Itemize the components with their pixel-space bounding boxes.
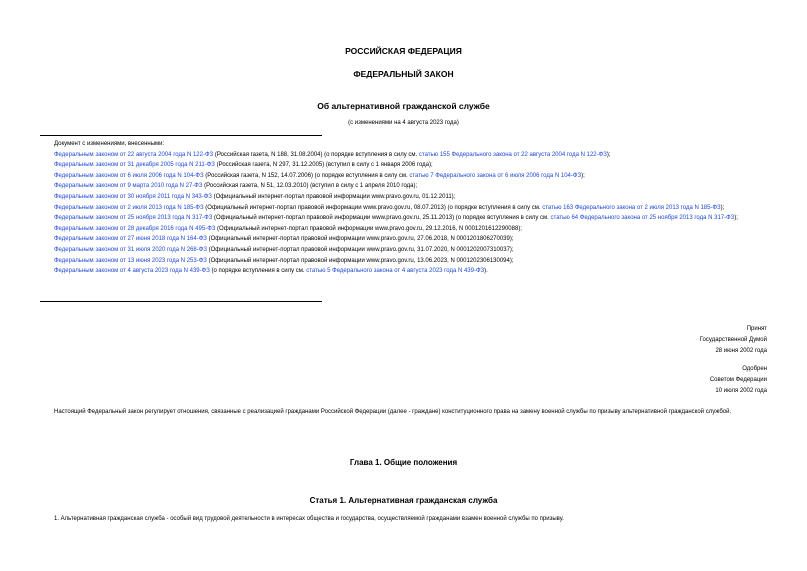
effective-date-link[interactable]: статью 5 Федерального закона от 4 августа 2023 года N 439-ФЗ [306, 268, 485, 275]
amendment-link[interactable]: Федеральным законом от 13 июня 2023 года N 253-ФЗ [54, 257, 207, 264]
change-item [40, 213, 772, 224]
changes-block [40, 139, 772, 277]
changes-intro: Документ с изменениями, внесенными: [54, 141, 165, 147]
amendment-source: (Российская газета, N 188, 31.08.2004) (о порядке вступления в силу см. [213, 151, 419, 158]
change-item [40, 203, 772, 214]
changes-list [40, 150, 772, 277]
approved-block [710, 364, 767, 398]
amendment-source: (Официальный интернет-портал правовой информации www.pravo.gov.ru, 29.12.2016, N 0001201612290088); [215, 225, 522, 232]
amendment-tail: ); [581, 172, 585, 179]
approved-line2: Советом Федерации [709, 377, 767, 384]
amendment-source: (Официальный интернет-портал правовой информации www.pravo.gov.ru, 08.07.2013) (о порядке вступления в силу см. [203, 204, 543, 211]
amendment-source: (Российская газета, N 152, 14.07.2006) (о порядке вступления в силу см. [203, 172, 410, 179]
document-title: Об альтернативной гражданской службе [317, 101, 490, 111]
change-item [40, 245, 772, 256]
change-item [40, 192, 772, 203]
change-item [40, 266, 772, 277]
amendment-tail: ); [720, 204, 725, 211]
accepted-line2: Государственной Думой [699, 337, 767, 344]
amendment-source: (Российская газета, N 51, 12.03.2010) (вступил в силу с 1 апреля 2010 года); [202, 183, 418, 190]
effective-date-link[interactable]: статью 163 Федерального закона от 2 июля 2013 года N 185-ФЗ [542, 204, 721, 211]
effective-date-link[interactable]: статью 155 Федерального закона от 22 августа 2004 года N 122-ФЗ [418, 151, 607, 158]
approved-line1: Одобрен [742, 366, 767, 372]
amendment-source: (Официальный интернет-портал правовой информации www.pravo.gov.ru, 13.06.2023, N 0001202306130094); [206, 257, 514, 264]
amendment-tail: ); [606, 151, 611, 158]
article-paragraph: 1. Альтернативная гражданская служба - особый вид трудовой деятельности в интересах общества и государства, осуществляемой гражданами взамен военной службы по призыву. [54, 516, 564, 522]
chapter-heading: Глава 1. Общие положения [349, 458, 458, 467]
preamble-text: Настоящий Федеральный закон регулирует отношения, связанные с реализацией гражданами Российской Федерации (далее - граждане) конституционного права на замену военной службы по призыву альтернативной гражданской службой. [54, 409, 732, 415]
amendment-source: (о порядке вступления в силу см. [209, 268, 307, 275]
amendment-source: (Официальный интернет-портал правовой информации www.pravo.gov.ru, 27.06.2018, N 0001201806270039); [206, 236, 514, 243]
change-item [40, 234, 772, 245]
amendment-link[interactable]: Федеральным законом от 30 ноября 2011 года N 343-ФЗ [54, 193, 212, 200]
revision-note: (с изменениями на 4 августа 2023 года) [348, 120, 459, 126]
divider-top [40, 135, 322, 136]
change-item [40, 224, 772, 235]
change-item [40, 181, 772, 192]
amendment-link[interactable]: Федеральным законом от 25 ноября 2013 года N 317-ФЗ [54, 215, 213, 222]
country-heading: РОССИЙСКАЯ ФЕДЕРАЦИЯ [345, 46, 462, 56]
amendment-link[interactable]: Федеральным законом от 4 августа 2023 года N 439-ФЗ [54, 268, 210, 275]
change-item [40, 160, 772, 171]
amendment-link[interactable]: Федеральным законом от 22 августа 2004 года N 122-ФЗ [54, 151, 214, 158]
amendment-source: (Официальный интернет-портал правовой информации www.pravo.gov.ru, 31.07.2020, N 0001202007310037); [206, 246, 514, 253]
amendment-tail: ). [484, 268, 488, 275]
amendment-link[interactable]: Федеральным законом от 31 июля 2020 года N 268-ФЗ [54, 246, 207, 253]
accepted-line3: 28 июня 2002 года [715, 348, 767, 355]
amendment-source: (Официальный интернет-портал правовой информации www.pravo.gov.ru, 01.12.2011); [211, 193, 456, 200]
change-item [40, 171, 772, 182]
change-item [40, 256, 772, 267]
amendment-link[interactable]: Федеральным законом от 6 июля 2006 года N 104-ФЗ [54, 172, 204, 179]
amendment-link[interactable]: Федеральным законом от 31 декабря 2005 года N 211-ФЗ [54, 162, 215, 169]
amendment-source: (Официальный интернет-портал правовой информации www.pravo.gov.ru, 25.11.2013) (о порядке вступления в силу см. [212, 215, 551, 222]
amendment-link[interactable]: Федеральным законом от 28 декабря 2016 года N 495-ФЗ [54, 225, 216, 232]
divider-bottom [40, 301, 322, 302]
doc-type-heading: ФЕДЕРАЛЬНЫЙ ЗАКОН [353, 69, 454, 79]
approved-line3: 10 июля 2002 года [715, 388, 767, 395]
amendment-link[interactable]: Федеральным законом от 9 марта 2010 года N 27-ФЗ [54, 183, 203, 190]
effective-date-link[interactable]: статью 7 Федерального закона от 6 июля 2006 года N 104-ФЗ [409, 172, 582, 179]
article-heading: Статья 1. Альтернативная гражданская служба [309, 496, 498, 505]
effective-date-link[interactable]: статью 64 Федерального закона от 25 ноября 2013 года N 317-ФЗ [550, 215, 735, 222]
amendment-link[interactable]: Федеральным законом от 27 июня 2018 года N 164-ФЗ [54, 236, 207, 243]
amendment-link[interactable]: Федеральным законом от 2 июля 2013 года N 185-ФЗ [54, 204, 204, 211]
accepted-line1: Принят [746, 326, 767, 332]
change-item [40, 150, 772, 161]
accepted-block [700, 324, 767, 358]
amendment-source: (Российская газета, N 297, 31.12.2005) (вступил в силу с 1 января 2006 года); [214, 162, 433, 169]
amendment-tail: ); [734, 215, 738, 222]
